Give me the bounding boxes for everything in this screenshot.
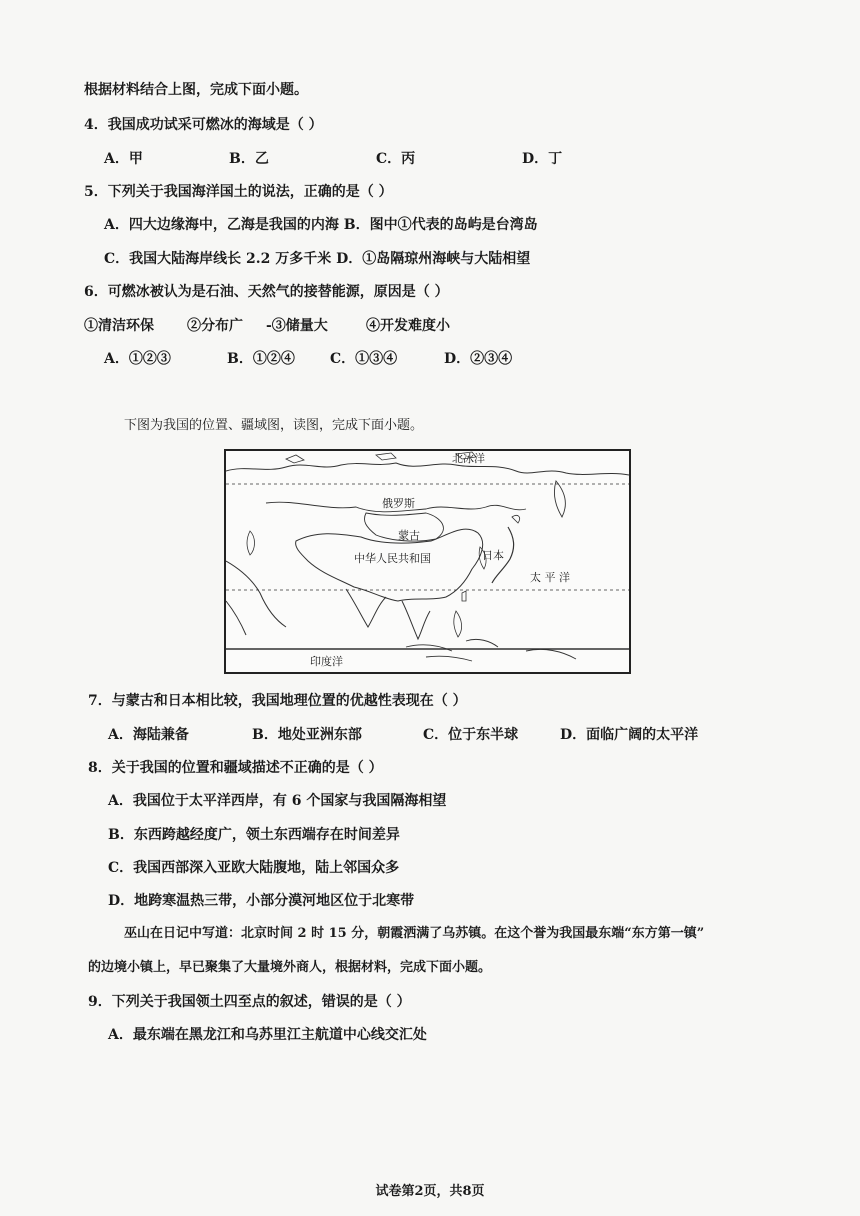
label-japan: 日本 bbox=[482, 549, 504, 562]
q8-option-c: C．我国西部深入亚欧大陆腹地，陆上邻国众多 bbox=[108, 860, 400, 876]
q5-options-line-1: A．四大边缘海中，乙海是我国的内海 B．图中①代表的岛屿是台湾岛 bbox=[104, 217, 538, 233]
q6-item-1: ①清洁环保 bbox=[84, 318, 154, 334]
q9-option-a: A．最东端在黑龙江和乌苏里江主航道中心线交汇处 bbox=[108, 1027, 427, 1043]
q4-option-d: D．丁 bbox=[522, 151, 563, 167]
q8-option-a: A．我国位于太平洋西岸，有 6 个国家与我国隔海相望 bbox=[108, 793, 447, 809]
q6-item-4: ④开发难度小 bbox=[366, 318, 450, 334]
label-china: 中华人民共和国 bbox=[354, 552, 431, 565]
question-6-stem: 6．可燃冰被认为是石油、天然气的接替能源，原因是（ ） bbox=[84, 284, 449, 300]
q8-option-b: B．东西跨越经度广，领土东西端存在时间差异 bbox=[108, 827, 400, 843]
q6-item-2: ②分布广 bbox=[187, 318, 243, 334]
q5-options-line-2: C．我国大陆海岸线长 2.2 万多千米 D．①岛隔琼州海峡与大陆相望 bbox=[104, 251, 531, 267]
question-4-stem: 4．我国成功试采可燃冰的海域是（ ） bbox=[84, 117, 323, 133]
page-footer: 试卷第2页，共8页 bbox=[375, 1184, 485, 1199]
q7-option-d: D．面临广阔的太平洋 bbox=[560, 727, 699, 743]
material-intro: 根据材料结合上图，完成下面小题。 bbox=[84, 82, 308, 98]
q8-option-d: D．地跨寒温热三带，小部分漠河地区位于北寒带 bbox=[108, 893, 415, 909]
label-pacific-ocean: 太 平 洋 bbox=[530, 571, 570, 584]
q4-option-b: B．乙 bbox=[229, 151, 269, 167]
question-8-stem: 8．关于我国的位置和疆域描述不正确的是（ ） bbox=[88, 760, 383, 776]
q6-option-d: D．②③④ bbox=[444, 351, 513, 367]
china-location-map bbox=[224, 449, 631, 674]
question-7-stem: 7．与蒙古和日本相比较，我国地理位置的优越性表现在（ ） bbox=[88, 693, 467, 709]
label-russia: 俄罗斯 bbox=[382, 497, 415, 510]
label-mongolia: 蒙古 bbox=[398, 529, 420, 542]
q7-option-a: A．海陆兼备 bbox=[108, 727, 189, 743]
label-indian-ocean: 印度洋 bbox=[310, 655, 343, 668]
question-9-stem: 9．下列关于我国领土四至点的叙述，错误的是（ ） bbox=[88, 994, 411, 1010]
label-arctic-ocean: 北冰洋 bbox=[452, 452, 485, 465]
q7-option-b: B．地处亚洲东部 bbox=[252, 727, 362, 743]
q4-option-c: C．丙 bbox=[376, 151, 416, 167]
q6-option-c: C．①③④ bbox=[330, 351, 398, 367]
material-line-2: 的边境小镇上，早已聚集了大量境外商人，根据材料，完成下面小题。 bbox=[88, 960, 492, 975]
q7-option-c: C．位于东半球 bbox=[423, 727, 519, 743]
q6-option-b: B．①②④ bbox=[227, 351, 295, 367]
question-5-stem: 5．下列关于我国海洋国土的说法，正确的是（ ） bbox=[84, 184, 393, 200]
q6-option-a: A．①②③ bbox=[104, 351, 171, 367]
material-line-1: 巫山在日记中写道：北京时间 2 时 15 分，朝霞洒满了乌苏镇。在这个誉为我国最东端“东方第一镇” bbox=[124, 926, 705, 941]
map-caption: 下图为我国的位置、疆域图，读图，完成下面小题。 bbox=[124, 418, 424, 433]
q4-option-a: A．甲 bbox=[104, 151, 143, 167]
q6-item-3: -③储量大 bbox=[266, 318, 328, 334]
